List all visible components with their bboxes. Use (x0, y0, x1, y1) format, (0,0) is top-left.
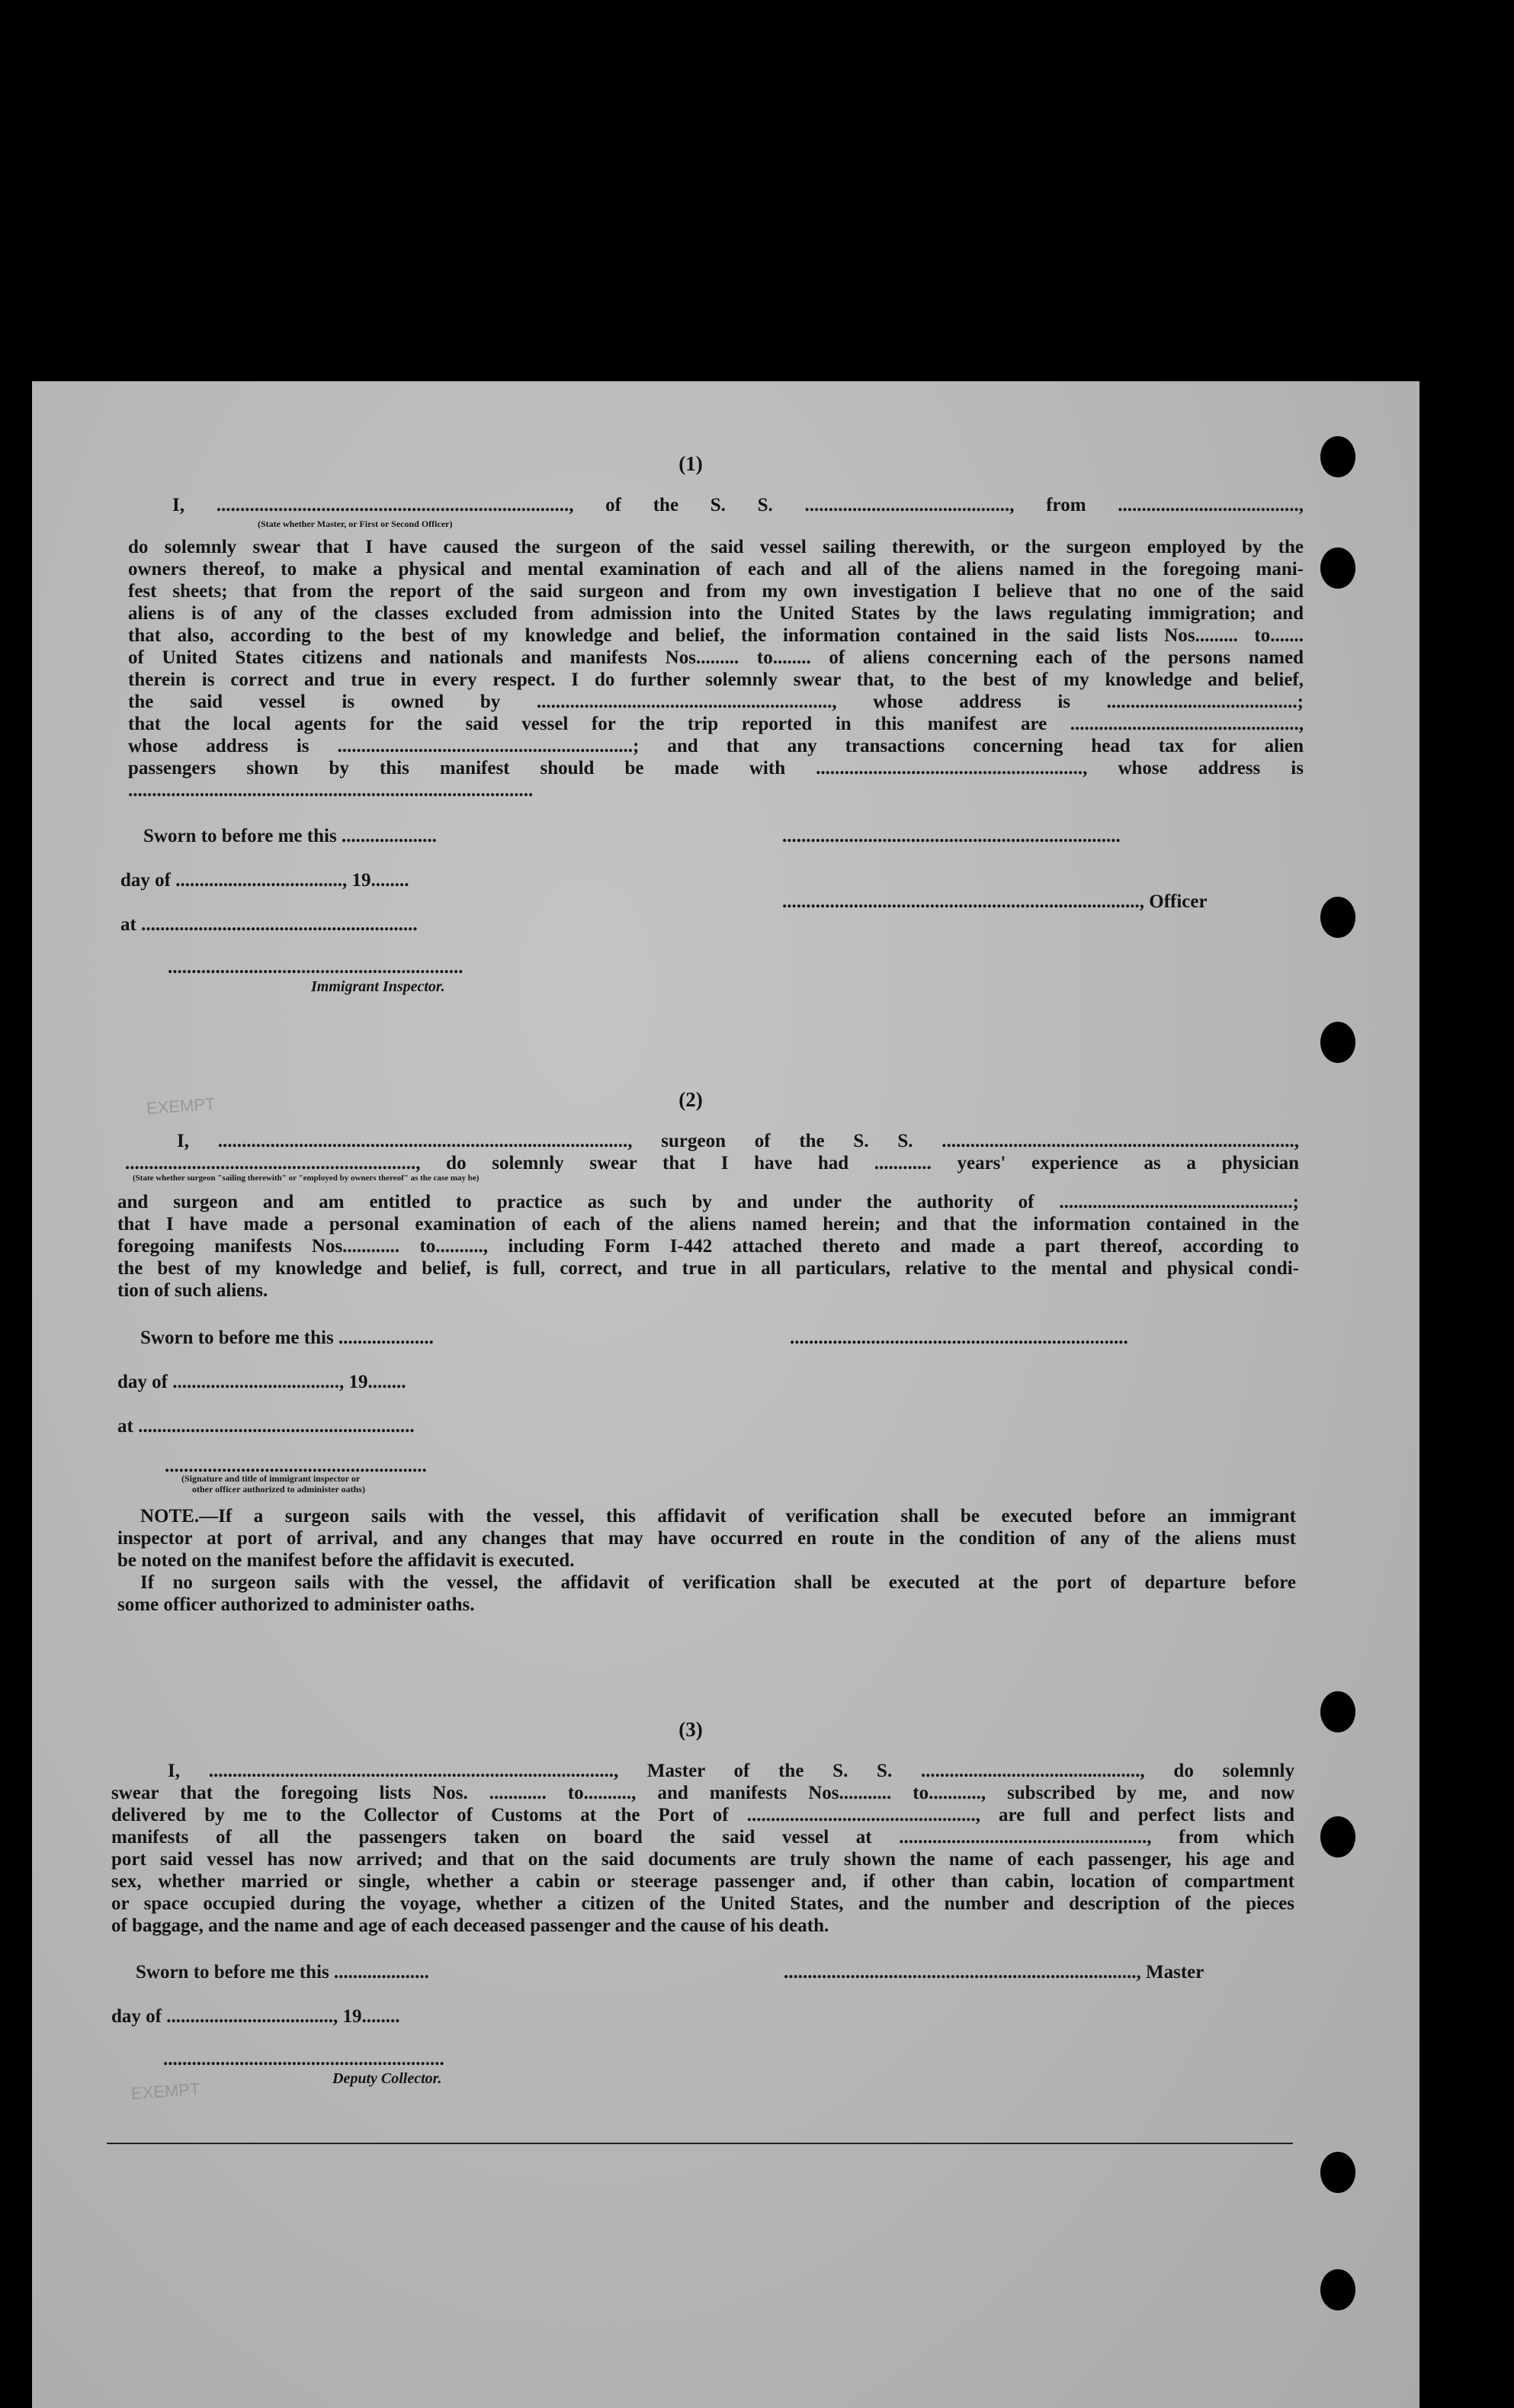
section-1-line: I, .........................................................................., of the S. S. ..........................................., from ......................................, (172, 495, 1304, 515)
section-1-line: ..................................................................................... (128, 780, 534, 801)
section-2-name-note: (State whether surgeon "sailing therewith" or "employed by owners thereof" as the case may be) (133, 1173, 480, 1183)
section-3-line: or space occupied during the voyage, whether a citizen of the United States, and the number and description of the pieces (111, 1893, 1294, 1914)
section-2-line: foregoing manifests Nos............ to.........., including Form I-442 attached thereto and made a part thereof, according to (117, 1236, 1299, 1257)
section-1-inspector-label: Immigrant Inspector. (311, 978, 445, 995)
section-2-line: and surgeon and am entitled to practice as such by and under the authority of .................................................; (117, 1192, 1299, 1212)
section-2-officer-label: other officer authorized to administer oaths) (192, 1484, 365, 1495)
exempt-stamp: EXEMPT (130, 2079, 201, 2104)
section-1-line: aliens is of any of the classes excluded from admission into the United States by the laws regulating immigration; and (128, 603, 1304, 624)
section-3-master: .........................................................................., Master (784, 1962, 1204, 1983)
section-1-line: the said vessel is owned by .............................................................., whose address is ........................................; (128, 692, 1304, 712)
section-2-officer-line: ....................................................... (165, 1456, 427, 1476)
section-2-note: inspector at port of arrival, and any changes that may have occurred en route in the condition of any of the aliens must (117, 1528, 1296, 1549)
section-1-line: that also, according to the best of my knowledge and belief, the information contained in the said lists Nos......... to....... (128, 625, 1304, 646)
section-1-heading: (1) (678, 452, 703, 475)
section-1-signature-line: ....................................................................... (782, 826, 1121, 846)
section-1-line: passengers shown by this manifest should be made with ........................................................, whose address is (128, 758, 1304, 779)
binder-hole-4 (1320, 1022, 1355, 1063)
binder-hole-8 (1320, 2269, 1355, 2310)
binder-hole-7 (1320, 2152, 1355, 2193)
section-3-line: manifests of all the passengers taken on board the said vessel at ...................................................., from which (111, 1827, 1294, 1848)
exempt-stamp: EXEMPT (146, 1093, 217, 1119)
section-3-line: port said vessel has now arrived; and that on the said documents are truly shown the name of each passenger, his age and (111, 1849, 1294, 1870)
section-1-at: at .......................................................... (120, 914, 418, 935)
section-1-line: whose address is ..............................................................; and that any transactions concerning head tax for alien (128, 736, 1304, 756)
section-2-note: some officer authorized to administer oaths. (117, 1594, 475, 1615)
section-2-sworn: Sworn to before me this .................... (140, 1328, 434, 1348)
section-1-inspector-line: .............................................................. (168, 957, 464, 978)
section-3-line: delivered by me to the Collector of Customs at the Port of ................................................, are full and perfect lists and (111, 1805, 1294, 1825)
section-3-sworn: Sworn to before me this .................... (136, 1962, 429, 1983)
section-2-line: ............................................................., do solemnly swear that I have had ............ years' experience as a physician (125, 1153, 1299, 1173)
section-1-officer: ..........................................................................., Officer (782, 891, 1208, 912)
section-2-line: tion of such aliens. (117, 1280, 268, 1301)
section-3-collector-label: Deputy Collector. (332, 2070, 442, 2087)
section-2-note: If no surgeon sails with the vessel, the affidavit of verification shall be executed at the port of departure before (140, 1572, 1296, 1593)
section-1-line: owners thereof, to make a physical and mental examination of each and all of the aliens named in the foregoing mani- (128, 559, 1304, 580)
section-2-note: NOTE.—If a surgeon sails with the vessel, this affidavit of verification shall be executed before an immigrant (140, 1506, 1296, 1527)
section-2-day: day of ..................................., 19........ (117, 1372, 406, 1392)
binder-hole-2 (1320, 547, 1355, 589)
form-page (32, 381, 1419, 2408)
section-1-line: of United States citizens and nationals and manifests Nos......... to........ of aliens concerning each of the persons named (128, 647, 1304, 668)
binder-hole-6 (1320, 1816, 1355, 1857)
section-1-name-note: (State whether Master, or First or Second Officer) (258, 519, 453, 529)
section-3-line: swear that the foregoing lists Nos. ............ to.........., and manifests Nos........... to..........., subscribed by me, and now (111, 1783, 1294, 1803)
section-2-at: at .......................................................... (117, 1416, 415, 1437)
section-2-line: that I have made a personal examination of each of the aliens named herein; and that the information contained in the (117, 1214, 1299, 1235)
section-1-line: therein is correct and true in every respect. I do further solemnly swear that, to the best of my knowledge and belief, (128, 669, 1304, 690)
section-1-day: day of ..................................., 19........ (120, 870, 409, 891)
section-2-note: be noted on the manifest before the affidavit is executed. (117, 1550, 575, 1571)
section-3-line: I, ....................................................................................., Master of the S. S. .............................................., do solemnly (168, 1761, 1294, 1781)
binder-hole-3 (1320, 897, 1355, 938)
section-3-collector-line: ........................................................... (163, 2049, 444, 2069)
section-1-line: do solemnly swear that I have caused the surgeon of the said vessel sailing therewith, or the surgeon employed by the (128, 537, 1304, 557)
section-2-officer-label: (Signature and title of immigrant inspector or (181, 1473, 361, 1484)
section-1-line: that the local agents for the said vessel for the trip reported in this manifest are ................................................, (128, 714, 1304, 734)
section-2-signature-line: ....................................................................... (790, 1328, 1128, 1348)
section-3-heading: (3) (678, 1718, 703, 1741)
section-2-line: the best of my knowledge and belief, is full, correct, and true in all particulars, relative to the mental and physical condi- (117, 1258, 1299, 1279)
section-3-day: day of ..................................., 19........ (111, 2006, 400, 2027)
section-3-line: of baggage, and the name and age of each deceased passenger and the cause of his death. (111, 1915, 829, 1936)
section-1-sworn: Sworn to before me this .................... (143, 826, 437, 846)
section-1-line: fest sheets; that from the report of the said surgeon and from my own investigation I believe that no one of the said (128, 581, 1304, 602)
section-3-line: sex, whether married or single, whether a cabin or steerage passenger and, if other than cabin, location of compartment (111, 1871, 1294, 1892)
bottom-rule (107, 2143, 1293, 2144)
section-2-line: I, ......................................................................................, surgeon of the S. S. .........................................................................., (177, 1131, 1299, 1151)
section-2-heading: (2) (678, 1088, 703, 1111)
